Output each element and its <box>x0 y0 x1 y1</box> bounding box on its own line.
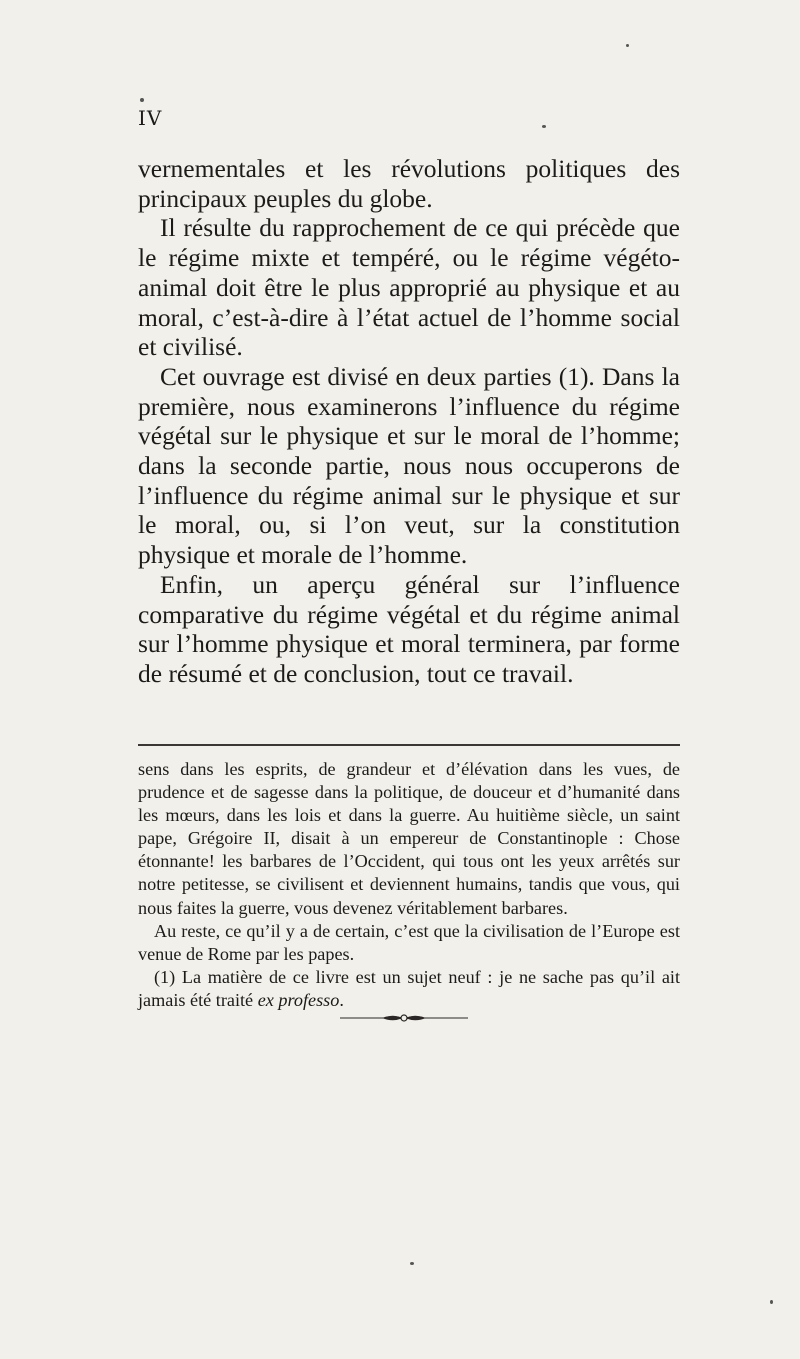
footnote-paragraph: Au reste, ce qu’il y a de certain, c’est que la civilisation de l’Europe est venue de Rome par les papes. <box>138 920 680 964</box>
page-number: IV <box>138 106 163 130</box>
paper-speck <box>542 125 546 128</box>
footnote-one-text: (1) La matière de ce livre est un sujet neuf : je ne sache pas qu’il ait jamais été traité <box>138 966 680 1010</box>
paragraph: Il résulte du rapprochement de ce qui précède que le régime mixte et tempéré, ou le régime végéto-animal doit être le plus approprié au physique et au moral, c’est-à-dire à l’état actuel de l’homme social et civilisé. <box>138 213 680 362</box>
footnote-one <box>138 966 680 1012</box>
tailpiece-ornament <box>340 1012 468 1024</box>
paper-speck <box>410 1262 414 1265</box>
paper-speck <box>140 98 144 102</box>
footnote-one-italic: ex professo <box>257 989 340 1010</box>
main-text <box>138 154 680 689</box>
paragraph: vernementales et les révolutions politiques des principaux peuples du globe. <box>138 154 680 213</box>
footnotes <box>138 758 680 1012</box>
paragraph: Cet ouvrage est divisé en deux parties (1). Dans la première, nous examinerons l’influence du régime végétal sur le physique et sur le moral de l’homme; dans la seconde partie, nous nous occuperons de l’influence du régime animal sur le physique et sur le moral, ou, si l’on veut, sur la constitution physique et morale de l’homme. <box>138 361 680 570</box>
footnote-rule <box>138 744 680 746</box>
paper-speck <box>626 44 629 47</box>
paragraph: Enfin, un aperçu général sur l’influence comparative du régime végétal et du régime animal sur l’homme physique et moral terminera, par forme de résumé et de conclusion, tout ce travail. <box>138 569 680 688</box>
paper-speck <box>770 1300 773 1304</box>
footnote-paragraph: sens dans les esprits, de grandeur et d’élévation dans les vues, de prudence et de sagesse dans la politique, de douceur et d’humanité dans les mœurs, dans les lois et dans la guerre. Au huitième siècle, un saint pape, Grégoire II, disait à un empereur de Constantinople : Chose étonnante! les barbares de l’Occident, qui tous ont les yeux arrêtés sur notre petitesse, se civilisent et deviennent humains, tandis que vous, qui nous faites la guerre, vous devenez véritablement barbares. <box>138 759 680 918</box>
footnote-one-tail: . <box>339 989 344 1010</box>
